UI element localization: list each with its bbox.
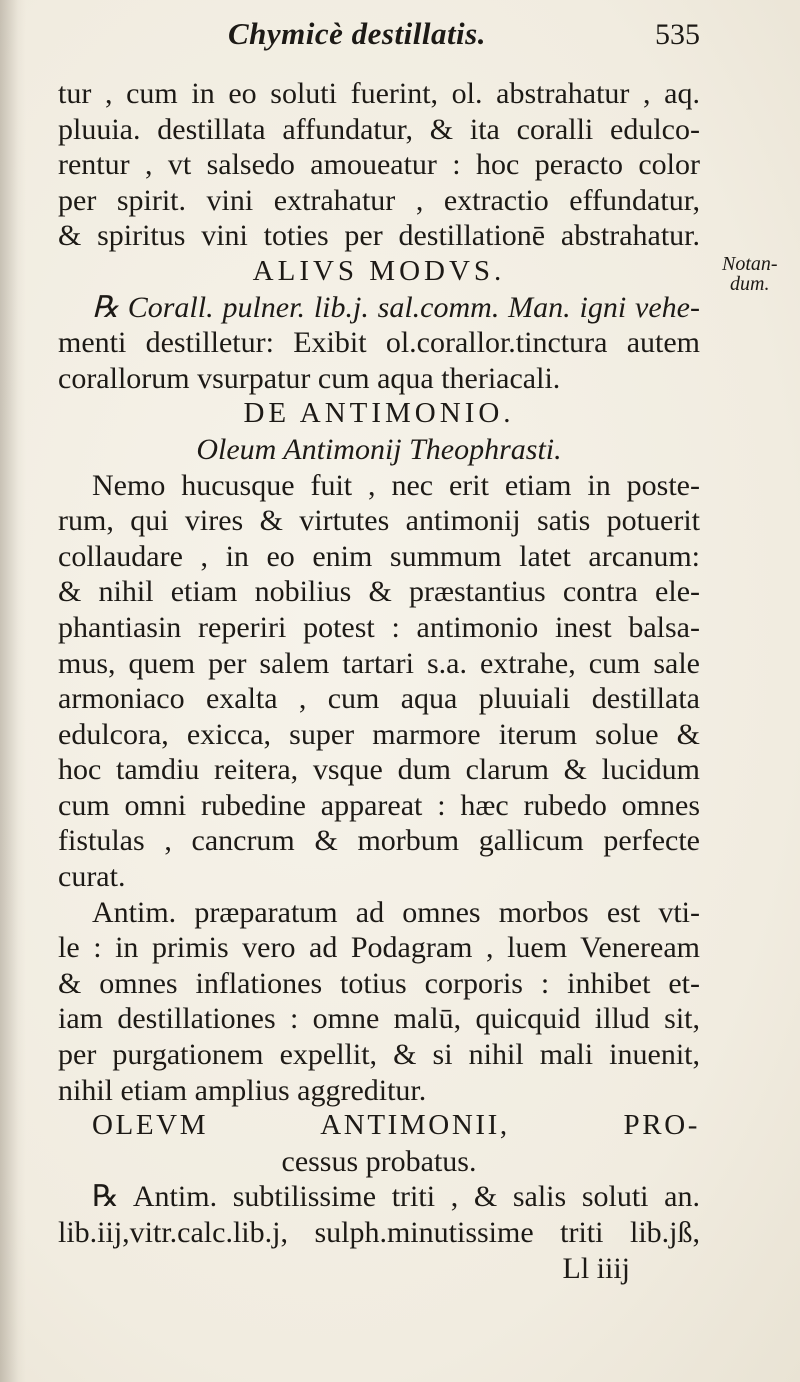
section-heading-de-antimonio: DE ANTIMONIO. (243, 397, 515, 430)
text-line: Nemo hucusque fuit , nec erit etiam in poste- (92, 468, 700, 502)
margin-note (722, 254, 792, 294)
subheading-oleum-antimonij: Oleum Antimonij Theophrasti. (196, 432, 562, 466)
text-line: lib.iij,vitr.calc.lib.j, sulph.minutissime triti lib.jß, (58, 1216, 700, 1249)
section-heading-oleum-antimonii: OLEVM ANTIMONII, PRO- (92, 1109, 700, 1142)
running-head: Chymicè destillatis. (228, 16, 486, 51)
text-line: curat. (58, 860, 126, 894)
signature-mark: Ll iiij (562, 1251, 630, 1285)
text-line: per spirit. vini extrahatur , extractio effundatur, (58, 183, 700, 217)
text-line: fistulas , cancrum & morbum gallicum perfecte (58, 824, 700, 858)
gutter-shadow (0, 0, 26, 1382)
text-line: nihil etiam amplius aggreditur. (58, 1073, 427, 1107)
text-line: cum omni rubedine appareat : hæc rubedo omnes (58, 788, 700, 822)
text-line: corallorum vsurpatur cum aqua theriacali. (58, 361, 561, 395)
text-line: pluuia. destillata affundatur, & ita coralli edulco- (58, 112, 700, 146)
text-line: mus, quem per salem tartari s.a. extrahe, cum sale (58, 646, 700, 680)
text-line: armoniaco exalta , cum aqua pluuiali destillata (58, 682, 700, 716)
text-line: menti destilletur: Exibit ol.corallor.tinctura autem (58, 326, 700, 360)
page-header (60, 12, 700, 60)
text-line: rum, qui vires & virtutes antimonij satis potuerit (58, 504, 700, 538)
text-line: phantiasin reperiri potest : antimonio inest balsa- (58, 610, 700, 644)
text-line: per purgationem expellit, & si nihil mali inuenit, (58, 1038, 700, 1072)
text-line: collaudare , in eo enim summum latet arcanum: (58, 539, 700, 573)
text-line: iam destillationes : omne malū, quicquid illud sit, (58, 1002, 700, 1036)
recipe-line: ℞ Antim. subtilissime triti , & salis soluti an. (92, 1180, 700, 1214)
text-line: & omnes inflationes totius corporis : inhibet et- (58, 966, 700, 1000)
text-line: rentur , vt salsedo amoueatur : hoc peracto color (58, 148, 700, 182)
recipe-line: ℞ Corall. pulner. lib.j. sal.comm. Man. igni vehe- (92, 290, 700, 324)
page-number: 535 (655, 18, 700, 51)
text-line: & nihil etiam nobilius & præstantius contra ele- (58, 575, 700, 609)
margin-note-line-2: dum. (730, 273, 770, 295)
subheading-processus: cessus probatus. (281, 1144, 477, 1178)
text-line: hoc tamdiu reitera, vsque dum clarum & lucidum (58, 753, 700, 787)
text-line: tur , cum in eo soluti fuerint, ol. abstrahatur , aq. (58, 77, 700, 110)
section-heading-alius-modus: ALIVS MODVS. (252, 254, 506, 287)
text-line: & spiritus vini toties per destillationē abstrahatur. (58, 219, 700, 253)
text-line: le : in primis vero ad Podagram , luem Veneream (58, 931, 700, 965)
margin-note-line-1: Notan- (722, 253, 778, 275)
text-line: edulcora, exicca, super marmore iterum solue & (58, 717, 700, 751)
body-text (58, 76, 700, 1286)
text-line: Antim. præparatum ad omnes morbos est vti- (92, 895, 700, 929)
